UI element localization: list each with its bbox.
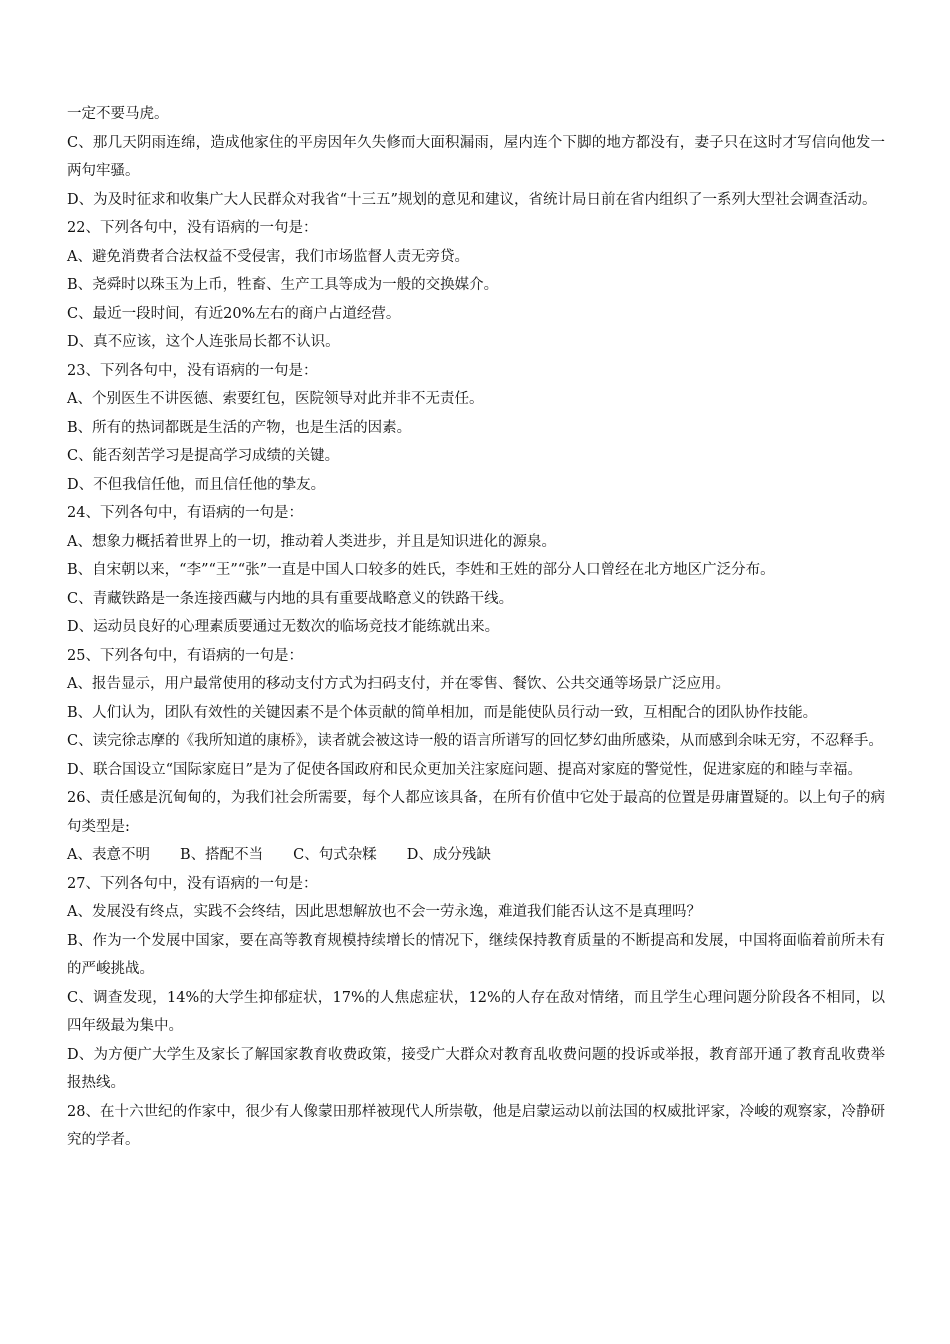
question-23: 23、下列各句中，没有语病的一句是： <box>67 362 318 379</box>
option-a: A、避免消费者合法权益不受侵害，我们市场监督人责无旁贷。 <box>67 248 469 265</box>
option-d: D、真不应该，这个人连张局长都不认识。 <box>67 334 340 350</box>
option-b: B、作为一个发展中国家，要在高等教育规模持续增长的情况下，继续保持教育质量的不断提高和发展，中国将面临着前所未有的严峻挑战。 <box>67 932 885 977</box>
q26-option-b: B、搭配不当 <box>179 847 264 863</box>
question-26-options <box>67 841 885 870</box>
option-c: C、青藏铁路是一条连接西藏与内地的具有重要战略意义的铁路干线。 <box>67 590 514 607</box>
option-d: D、不但我信任他，而且信任他的挚友。 <box>67 476 326 493</box>
q26-option-a: A、表意不明 <box>67 847 150 863</box>
option-a: A、报告显示，用户最常使用的移动支付方式为扫码支付，并在零售、餐饮、公共交通等场景广泛应用。 <box>67 676 730 692</box>
q26-option-d: D、成分残缺 <box>406 847 491 863</box>
option-d: D、为方便广大学生及家长了解国家教育收费政策，接受广大群众对教育乱收费问题的投诉或举报，教育部开通了教育乱收费举报热线。 <box>67 1046 885 1091</box>
option-d: D、联合国设立“国际家庭日”是为了促使各国政府和民众更加关注家庭问题、提高对家庭的警觉性，促进家庭的和睦与幸福。 <box>67 761 862 778</box>
question-27: 27、下列各句中，没有语病的一句是： <box>67 875 318 892</box>
option-b: B、尧舜时以珠玉为上币，牲畜、生产工具等成为一般的交换媒介。 <box>67 277 499 293</box>
question-24: 24、下列各句中，有语病的一句是： <box>67 505 303 521</box>
question-22: 22、下列各句中，没有语病的一句是： <box>67 220 318 236</box>
question-28: 28、在十六世纪的作家中，很少有人像蒙田那样被现代人所崇敬，他是启蒙运动以前法国的权威批评家，冷峻的观察家，冷静研究的学者。 <box>67 1103 885 1148</box>
text-line: 一定不要马虎。 <box>67 106 169 122</box>
option-a: A、发展没有终点，实践不会终结，因此思想解放也不会一劳永逸，难道我们能否认这不是真理吗？ <box>67 904 701 920</box>
option-c: C、调查发现，14%的大学生抑郁症状，17%的人焦虑症状，12%的人存在敌对情绪，而且学生心理问题分阶段各不相同，以四年级最为集中。 <box>67 989 885 1034</box>
document-page <box>67 100 885 1155</box>
option-a: A、想象力概括着世界上的一切，推动着人类进步，并且是知识进化的源泉。 <box>67 533 556 550</box>
option-d: D、为及时征求和收集广大人民群众对我省“十三五”规划的意见和建议，省统计局日前在省内组织了一系列大型社会调查活动。 <box>67 191 877 208</box>
option-c: C、最近一段时间，有近20%左右的商户占道经营。 <box>67 305 401 322</box>
option-c: C、读完徐志摩的《我所知道的康桥》，读者就会被这诗一般的语言所谱写的回忆梦幻曲所感染，从而感到余味无穷，不忍释手。 <box>67 733 883 749</box>
option-b: B、人们认为，团队有效性的关键因素不是个体贡献的简单相加，而是能使队员行动一致，互相配合的团队协作技能。 <box>67 704 818 721</box>
option-b: B、所有的热词都既是生活的产物，也是生活的因素。 <box>67 419 412 436</box>
option-c: C、能否刻苦学习是提高学习成绩的关键。 <box>67 448 340 464</box>
question-26: 26、责任感是沉甸甸的，为我们社会所需要，每个人都应该具备，在所有价值中它处于最高的位置是毋庸置疑的。以上句子的病句类型是: <box>67 790 885 835</box>
option-a: A、个别医生不讲医德、索要红包，医院领导对此并非不无责任。 <box>67 391 484 407</box>
option-b: B、自宋朝以来，“李”“王”“张”一直是中国人口较多的姓氏，李姓和王姓的部分人口曾经在北方地区广泛分布。 <box>67 562 775 578</box>
option-c: C、那几天阴雨连绵，造成他家住的平房因年久失修而大面积漏雨，屋内连个下脚的地方都没有，妻子只在这时才写信向他发一两句牢骚。 <box>67 134 885 179</box>
q26-option-c: C、句式杂糅 <box>293 847 377 863</box>
question-25: 25、下列各句中，有语病的一句是： <box>67 647 303 664</box>
option-d: D、运动员良好的心理素质要通过无数次的临场竞技才能练就出来。 <box>67 619 500 635</box>
